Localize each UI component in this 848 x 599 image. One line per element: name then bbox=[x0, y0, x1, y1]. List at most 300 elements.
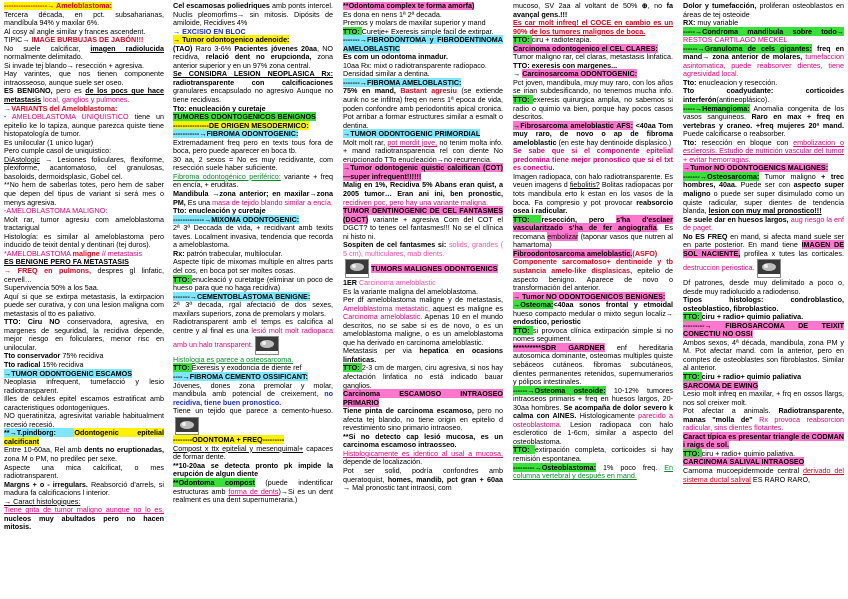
note-text: resección, pero bbox=[541, 214, 617, 224]
note-text: Componente sarcomatoso+ dentinoide y tb sustancia amelo-like displasicas, bbox=[513, 257, 673, 275]
note-paragraph bbox=[343, 164, 503, 181]
note-text: <40aa sonos frontal y etmoidal bbox=[553, 300, 673, 310]
note-text: nucleos muy abultados pero no hacen mitosis. bbox=[4, 513, 164, 532]
note-paragraph bbox=[343, 347, 503, 364]
note-text: IMAGEN DE SOL NACIENTE, bbox=[683, 240, 844, 258]
radiograph-thumbnail bbox=[255, 336, 279, 355]
note-text: (TAO) bbox=[173, 43, 196, 53]
note-text: ------------------→ Ameloblastoma: bbox=[4, 2, 112, 10]
note-text: RESTOS CARTILAGO MECKEL bbox=[683, 35, 788, 45]
note-text: enucleación y curetaje bbox=[188, 103, 266, 113]
note-paragraph bbox=[343, 390, 503, 407]
note-text: enucleacion y resección. bbox=[698, 77, 778, 87]
note-text: 75% en mand, bbox=[343, 86, 401, 96]
note-paragraph bbox=[683, 173, 844, 216]
note-text: Tiene grita de tumor maligno aunque no lo es, bbox=[4, 505, 164, 515]
note-paragraph bbox=[343, 450, 503, 467]
note-text: Tiene un tejido que parece a cemento-hueso. bbox=[173, 406, 333, 416]
note-paragraph bbox=[513, 446, 673, 463]
note-text: radiotransparente con calcificaciones bbox=[173, 77, 333, 87]
note-text: Histología: es similar al ameloblastoma pero inducido de teixit dental y dentinari (tej duros). bbox=[4, 231, 164, 250]
note-paragraph bbox=[4, 113, 164, 139]
note-paragraph bbox=[4, 378, 164, 395]
note-text: condroblastico, osteoblastico, fibroblastico. bbox=[683, 295, 844, 313]
radiograph-thumbnail bbox=[757, 259, 781, 278]
note-text: Carnoma mucoepidermoide central bbox=[683, 465, 803, 475]
note-text: Supervivencia 50% a los 5aa. bbox=[4, 283, 99, 293]
note-text: Molt molt rar, bbox=[343, 137, 388, 147]
note-paragraph bbox=[173, 276, 333, 293]
note-paragraph bbox=[173, 45, 333, 71]
note-text: Ambos sexos, 4ª década, mandibula, zona PM y M. Pot afectar mand. com la anterior, pero en comptes de osteoblastes son fibroblastos. Similar al anterior. bbox=[683, 337, 844, 373]
note-text: zona M o PM, no predilec per sexe. bbox=[4, 453, 118, 463]
note-text: →Tumor odontogenic quistic calcifican (COT)—super infrequent!!!!!! bbox=[343, 163, 503, 181]
note-text: )→Si es un dent realment es una dent supernumeraria.) bbox=[173, 486, 333, 505]
note-text: zona anterior superior y en un 97% zona central. bbox=[173, 52, 333, 70]
note-text: ----→FIBROMA CEMENTO OSSIFICANT: bbox=[173, 371, 308, 381]
note-text: Curetje+ Exeresis simple facil de extirpar. bbox=[361, 26, 494, 36]
note-text: Df patrones, desde muy delimitado a poco o, desde muy radiolucido a radiodenso. bbox=[683, 277, 844, 296]
note-text: relació dent no erupcionda, bbox=[205, 52, 312, 62]
note-paragraph bbox=[4, 481, 164, 498]
note-paragraph bbox=[173, 173, 333, 190]
note-text: Radiotransparent amb el temps es calcifica al centre y al final es una bbox=[173, 317, 333, 335]
note-paragraph bbox=[683, 296, 844, 313]
note-paragraph bbox=[4, 70, 164, 87]
note-text: (en este hay dentinoide displasico.) bbox=[556, 137, 672, 147]
note-text: Es com un odontoma inmadur. bbox=[343, 52, 449, 62]
note-text: TTO: exeresis con margenes... bbox=[513, 60, 618, 70]
note-text: . Es recomana bbox=[513, 223, 673, 241]
note-text: muy variable bbox=[697, 18, 739, 28]
note-paragraph bbox=[343, 407, 503, 433]
note-text: NO queratinitza, agresivitat variable habitualment recesió recesió. bbox=[4, 411, 164, 429]
note-paragraph bbox=[683, 87, 844, 104]
note-paragraph bbox=[683, 216, 844, 233]
note-text: 10-12% tumores intraoseos primaris + freq en huesos largos, 20-30aa hombres. bbox=[513, 385, 673, 412]
note-paragraph bbox=[513, 258, 673, 292]
note-text: Si invade tej blando→ resección + agresiva. bbox=[4, 60, 145, 70]
note-text: Compost x ttx epitelial y mesenquimal+ bbox=[173, 443, 304, 453]
note-text: fa avançal gens.!!! bbox=[513, 2, 673, 19]
note-text: TTO: bbox=[343, 363, 362, 373]
note-paragraph bbox=[683, 233, 844, 279]
note-paragraph bbox=[513, 387, 673, 447]
note-paragraph bbox=[343, 258, 503, 279]
note-text: TTO: bbox=[343, 26, 362, 36]
note-text: ciru + radioterapia. bbox=[531, 35, 592, 45]
note-text: Al cosy al angle similar y frances ascendent. bbox=[4, 26, 146, 36]
note-text: reabsorcio osea i radicular. bbox=[513, 197, 673, 216]
note-text: Extremadament freq pero en texts tous fora de boca, pero puede aparecer en boca tb. bbox=[173, 137, 333, 156]
note-text: enucleació y curetatge (eliminar un poco de hueso para que no haga recidiva) bbox=[173, 274, 333, 293]
note-paragraph bbox=[683, 2, 844, 19]
note-paragraph bbox=[173, 258, 333, 275]
note-text: Fibroodontosarcoma ameloblastic. bbox=[513, 248, 633, 258]
note-text: no tenim molta info. + mand radiotransparencia rel con diente No erupcionado TTo enucleación→no recurrencia. bbox=[343, 137, 503, 164]
note-text: AMELOBLASTOMA UNIQUISTICO bbox=[11, 112, 129, 122]
note-text: Histologicamente bbox=[576, 411, 639, 421]
note-text: TUMOR DENTINOGENIC DE CEL FANTASMES (DGCT) bbox=[343, 206, 503, 224]
note-text: Apenas 10 en el mundo descritos, no se sabe si es de novo, o es un ameloblastoma maligne, o es un ameloblastoma que ha derivado en carcinoma ameloblastic. bbox=[343, 312, 503, 347]
note-text: Jóvenes, dones zona premolar y molar, mandibula amb potencial de creixement, bbox=[173, 380, 333, 399]
note-text: →Fibrosarcoma ameloblastic AFS: bbox=[513, 120, 633, 130]
note-text: enf hereditaria autosomica dominante, osteomas multiples quiste sebáceos cutáneos. fibromas subcutáneos, dientes permanentes retenidos, supernumerarios y pólipos intestinales. bbox=[513, 342, 673, 387]
note-text: 2ª 3ª Deccada de vida, + recidivant amb texits taves. Localment invasiva, tendencia que recorda a ameloblastoma. bbox=[173, 223, 333, 250]
note-text: homes, mandib, pct gran + 60aa bbox=[387, 474, 503, 484]
note-text: freq en mand→ zona anterior de molares, bbox=[683, 43, 844, 62]
note-text: ciru + radio+ quimio paliativa. bbox=[701, 448, 796, 458]
note-text: ES BENIGNO, bbox=[4, 86, 53, 96]
notes-column-3 bbox=[343, 2, 503, 596]
note-paragraph bbox=[343, 87, 503, 130]
note-paragraph bbox=[513, 327, 673, 344]
note-text: granulares encapsulado no agresivo Aunque no tiene recidivas. bbox=[173, 86, 333, 105]
note-text: TTO: bbox=[173, 274, 192, 284]
note-text: TTO: bbox=[683, 448, 702, 458]
note-paragraph bbox=[4, 87, 164, 104]
note-paragraph bbox=[683, 390, 844, 407]
note-text: exeresis quirurgica amplia, no sabemos si radio o quimio va bien, porque hay pocos casos descritos. bbox=[513, 95, 673, 122]
note-text: Fibroma odontogénico periférico: bbox=[173, 171, 281, 181]
note-text: local, ganglios y pulmones. bbox=[41, 95, 130, 105]
note-text: Aspecte típic de mixomas multiple en altres parts del cos, en boca pot ser moltes cosas. bbox=[173, 257, 333, 275]
note-text: variante + freq en encía, + eruditas. bbox=[173, 171, 333, 190]
note-text: ⊕ bbox=[641, 2, 648, 10]
note-text: solids, grandes ( 5 cm), multiculares, mab dients. bbox=[343, 240, 503, 258]
note-paragraph bbox=[683, 45, 844, 79]
note-text: IMAGE BURBUJAS DE JABÓN!!! bbox=[31, 35, 144, 45]
note-text: →Tumor NO ODONTOGENICS MALIGNES: bbox=[683, 163, 829, 173]
note-text: ------→Osteoma osteoide: bbox=[513, 385, 606, 395]
note-text: -------→CEMENTOBLASTOMA BENIGNE: bbox=[173, 291, 311, 301]
note-text: **Odontoma complex bbox=[343, 2, 418, 10]
note-paragraph bbox=[173, 224, 333, 250]
note-text: Tto: bbox=[173, 103, 189, 113]
note-text: , no bbox=[647, 2, 667, 10]
radiograph-thumbnail bbox=[175, 417, 199, 436]
note-text: **10-20aa se detecta pronto pk impide la erupción de algun diente bbox=[173, 460, 333, 479]
note-paragraph bbox=[173, 190, 333, 207]
note-text: SARCOMA DE EWING bbox=[683, 380, 759, 390]
note-text: → Tumor NO ODONTOGENICOS BENIGNES: bbox=[513, 291, 666, 301]
note-text: te forma amorfa) bbox=[417, 2, 475, 10]
note-text: hueso compacto medular o mixto segun localiz→ bbox=[513, 308, 673, 318]
note-text: DiAstologic bbox=[4, 154, 40, 164]
note-text: →TUMOR ODONTOGENIC ESCAMOS bbox=[4, 368, 133, 378]
note-paragraph bbox=[683, 467, 844, 484]
note-paragraph bbox=[173, 156, 333, 173]
note-text: Tiene pinta de carcinoma escamoso, bbox=[343, 406, 474, 416]
note-text: (taponar vasos que nutren al hamartoma) bbox=[513, 231, 673, 250]
note-text: **No hem de saberlas totes, pero hem de saber que depen del tipus de variant si será mes o menys agresiva. bbox=[4, 180, 164, 207]
note-text: parecido a osteoblastoma. bbox=[513, 411, 673, 429]
note-text: Aquí si que se extirpa metastasis, la extirpacion puede ser curativa, y con una lesion maligna com metastasis ol tto es paliativo. bbox=[4, 291, 164, 318]
note-text: Tumor maligno rar, cel claras, metastasis linfatica. bbox=[513, 52, 673, 62]
note-text: Lesio molt infreq en maxilar, + frq en ossos llargs, nos sol creixer molt. bbox=[683, 389, 844, 407]
note-paragraph bbox=[683, 407, 844, 433]
note-text: -------→FIBROMA AMELOBLASTIC: bbox=[343, 77, 462, 87]
note-text: TTO: bbox=[513, 35, 532, 45]
note-text: despres gl linfatic, cervell… bbox=[4, 265, 164, 284]
note-paragraph bbox=[343, 207, 503, 241]
note-paragraph bbox=[4, 429, 164, 446]
note-paragraph bbox=[343, 364, 503, 390]
note-paragraph bbox=[4, 267, 164, 284]
note-text: → Tumor odontogenico adenoide: bbox=[173, 35, 290, 45]
note-text: pero no afecta tej blando, no tiene origin en epitelio d revestimiento sino primario intraoseo. bbox=[343, 406, 503, 433]
note-paragraph bbox=[4, 395, 164, 412]
note-text: TTO: bbox=[173, 363, 192, 373]
note-text: Tto: bbox=[683, 77, 699, 87]
note-text: TTO: bbox=[513, 95, 533, 105]
note-paragraph bbox=[683, 139, 844, 165]
note-text: forma de dents bbox=[228, 486, 279, 496]
note-text: profilea x tutes las corticales. bbox=[740, 248, 844, 258]
note-text: aspecto super maligno bbox=[683, 180, 844, 199]
note-text: 15% recidiva bbox=[40, 359, 84, 369]
note-text: s'ha d'esclaer vascularitzado s'ha de fer angiografía bbox=[513, 214, 673, 233]
note-paragraph bbox=[173, 2, 333, 28]
note-paragraph bbox=[683, 28, 844, 45]
note-text: Puede ser con bbox=[736, 180, 794, 190]
note-text: RX: bbox=[683, 18, 698, 28]
note-text: mucoso, SV 2aa al voltant de 50% bbox=[513, 2, 642, 10]
note-paragraph bbox=[4, 446, 164, 463]
note-text: Bastant agresiu bbox=[400, 86, 457, 96]
note-paragraph bbox=[513, 79, 673, 122]
note-text: 2ª 3ª decada, rgal afectació de dos sexes, maxilars superiors, zona de premolars y molars. bbox=[173, 300, 333, 318]
note-text: normalmente delimitado. bbox=[4, 52, 83, 62]
note-text: Metastasis per via bbox=[343, 346, 420, 356]
note-paragraph bbox=[173, 139, 333, 156]
note-text: Eran ani ini, ben pronostic, bbox=[397, 189, 503, 199]
note-text: Densidad similar a dentina. bbox=[343, 69, 430, 79]
note-text: Puede calcificarse o reabsorber. bbox=[683, 129, 786, 139]
note-text: ES RARO RARO, bbox=[750, 474, 811, 484]
note-text: -AMELOBLASTOMA MALIGNO: bbox=[4, 206, 108, 216]
note-text: fiebolitis? bbox=[569, 180, 600, 190]
note-paragraph bbox=[173, 462, 333, 479]
note-paragraph bbox=[4, 318, 164, 352]
note-text: 2-3 cm de margen, ciru agresiva, si nos hay afectación linfatica no está indicado bauar ganglios. bbox=[343, 363, 503, 390]
note-text: Es una bbox=[185, 197, 213, 207]
note-text: Se acompaña de dolor severo k calma con AINES. bbox=[513, 402, 673, 421]
note-text: --------ODONTOMA + FREQ--------- bbox=[173, 435, 285, 445]
note-text: tumefaccion asintomatica, puede reabsorver dientes, tiene agresividad local. bbox=[683, 52, 844, 79]
note-text: Tto coadyudante: bbox=[683, 86, 774, 96]
note-paragraph bbox=[4, 216, 164, 233]
note-text: → Caract histologiques: bbox=[4, 496, 81, 506]
note-text: Carcinosarcoma ODONTOGENIC: bbox=[522, 69, 638, 79]
note-text: →VARIANTS del Ameloblastoma: bbox=[4, 103, 118, 113]
note-paragraph bbox=[513, 53, 673, 70]
note-text: lesion con muy mal pronostico!!! bbox=[708, 206, 822, 216]
note-text: ES BENIGNE PERO FA METASTASIS bbox=[4, 257, 129, 267]
note-text: + trec hombres, 40aa. bbox=[683, 171, 844, 190]
note-text: Reabsorció d'arrels, si madura fa calcificacions l interior. bbox=[4, 479, 164, 498]
note-text: Hay varintes, que nos tienen componente intraosseoso, aunque suele ser oseo. bbox=[4, 69, 164, 87]
note-text: 10aa Rx: mixt o radiotransparente radiopaco. bbox=[343, 60, 487, 70]
note-text: Es car molt infreq! el COCE en cambio es un 90% de los tumores malignos de boca. bbox=[513, 18, 673, 36]
note-text: Pot afectar a animals. bbox=[683, 406, 779, 416]
note-text: En columna vertebral y después en mand. bbox=[513, 462, 673, 481]
note-text: -------→FIBRODONTOMA y FIBRODENTINOMA AMELOBLASTIC bbox=[343, 35, 503, 53]
note-text: Dolor y tumefacción, bbox=[683, 2, 757, 10]
note-paragraph bbox=[513, 2, 673, 19]
note-text: TTO: bbox=[513, 445, 535, 455]
note-text: Se CONSIDRA LESION NEOPLASICA Rx: bbox=[173, 69, 333, 79]
note-text: extirpación completa, corticoides si hay remisión espontanea. bbox=[513, 445, 673, 463]
note-text: masa de tejido blando similar a encía. bbox=[212, 197, 333, 207]
note-text: Histologia es parece a osteosarcoma. bbox=[173, 354, 294, 364]
note-text: Es dona en nens 1ª 2ª decada. bbox=[343, 9, 442, 19]
note-text: Carcinoma ESCAMOSO INTRAOSEO PRIMARIO bbox=[343, 389, 503, 407]
note-text: Per df ameloblastoma maligne y de metastasis, bbox=[343, 295, 503, 305]
note-text: aug riesgo la enf de paget. bbox=[683, 214, 844, 233]
note-text: Mandibula →zona anterior; en maxilar→zona PM, bbox=[173, 189, 333, 207]
note-paragraph bbox=[4, 181, 164, 207]
note-text: recidiven poc, pero hay una variante maligna. bbox=[343, 197, 489, 207]
note-text: destruccion periostica. bbox=[683, 263, 755, 273]
note-text: Odontogenic epitelial calcificant bbox=[4, 428, 164, 446]
note-text: TTO: Ciru NO bbox=[4, 317, 60, 327]
notes-column-2 bbox=[173, 2, 333, 596]
note-text: 1ER bbox=[343, 277, 359, 287]
notes-column-4 bbox=[513, 2, 673, 596]
note-paragraph bbox=[683, 105, 844, 139]
note-paragraph bbox=[513, 122, 673, 148]
notes-column-5 bbox=[683, 2, 844, 596]
radiograph-thumbnail bbox=[345, 259, 369, 278]
note-text: → FREQ en pulmons, bbox=[4, 265, 91, 275]
note-text: -----→Hemangioma: bbox=[683, 103, 750, 113]
note-text: ------→Granuloma de cels gigantes: bbox=[683, 43, 812, 53]
note-paragraph bbox=[4, 45, 164, 62]
note-paragraph bbox=[683, 322, 844, 339]
note-paragraph bbox=[683, 339, 844, 373]
note-text: -----→Condroma mandibula sobre todo→ bbox=[683, 26, 844, 36]
note-text: lesió molt molt radiopaca amb un halo transparent. bbox=[173, 325, 333, 350]
note-paragraph bbox=[173, 445, 333, 462]
note-text: Neoplasia infrequent, tumefacció y lesio radiotransparent. bbox=[4, 377, 164, 395]
note-text: ---------→ FIBROSARCOMA DE TEIXIT CONECTIU NO OSSI bbox=[683, 320, 844, 339]
note-text: Carcinoma odontogenico el CEL CLARES: bbox=[513, 43, 658, 53]
note-text: **Odontoma compost bbox=[173, 477, 255, 487]
note-text: Margns + o - irregulars. bbox=[4, 479, 91, 489]
note-text: de los pocs que hace metastasis bbox=[4, 86, 164, 105]
note-text: Tto: bbox=[683, 137, 702, 147]
note-text: TUMORES ODONTOGENICOS BENIGNOS bbox=[173, 112, 316, 122]
note-paragraph bbox=[173, 382, 333, 408]
note-text: 1% poco freq. bbox=[596, 462, 665, 472]
note-text: **********SDR GARDNER bbox=[513, 342, 605, 352]
note-text: Es unilocular (1 unico lugar) bbox=[4, 137, 94, 147]
note-text: ciru + radio+ quimio paliativa. bbox=[701, 312, 804, 322]
note-text: imagen radiolucida bbox=[90, 43, 164, 53]
note-text: *AMELOBLASTOMA bbox=[4, 248, 73, 258]
note-text: Tumor maligno bbox=[759, 171, 822, 181]
note-text: depende de localización. bbox=[343, 457, 423, 467]
note-text: amb ponts intercel. Nuclis pleomorfims→ sin mitosis. Dipósits de amiloide, Recidives 4% bbox=[173, 2, 333, 28]
note-paragraph bbox=[4, 506, 164, 532]
note-text: -------------→MIXOMA ODONTOGENIC: bbox=[173, 214, 300, 224]
note-text: -----------→FIBROMA ODONTOGENIC: bbox=[173, 129, 299, 139]
note-text: Se suele dar en huesos largos, bbox=[683, 214, 789, 224]
note-text: Pacientes jóvenes 20aa bbox=[234, 43, 318, 53]
note-text: Rx provoca reabsorcion radicular, sins dientes flotantes. bbox=[683, 414, 844, 433]
note-paragraph bbox=[343, 181, 503, 207]
note-text: Entre 10-60aa, Rel amb bbox=[4, 445, 85, 455]
note-text: TTO: bbox=[683, 312, 702, 322]
note-text: epitelio de aspecto benigno. Aparece de novo o transformación del anterior. bbox=[513, 265, 673, 293]
note-text: maligne bbox=[72, 248, 100, 258]
note-text: Imagen radiopaca, con halo radiotransparente. Es veuen imagens d bbox=[513, 171, 673, 190]
note-text: →TUMOR ODONTOGENIC PRIMORDIAL bbox=[343, 129, 481, 139]
note-text: Aspecte una mica calcificat, o mes radiotransparent. bbox=[4, 462, 164, 481]
note-text: -------→Osteosarcoma: bbox=[683, 171, 760, 181]
note-text: (ASFO) bbox=[632, 248, 658, 258]
note-paragraph bbox=[683, 433, 844, 450]
note-paragraph bbox=[343, 36, 503, 53]
note-text: 75% recidiva bbox=[60, 351, 104, 361]
note-text: embolizar bbox=[547, 231, 579, 241]
note-text: TIPIC→ bbox=[4, 35, 32, 45]
note-text: proliferan osteoblastos en áreas de tej osteoide bbox=[683, 2, 844, 19]
note-text: Cel escamosas poliedriques bbox=[173, 2, 270, 10]
note-paragraph bbox=[173, 318, 333, 356]
note-text: TTO: bbox=[513, 214, 542, 224]
note-text: Raro 3-6% bbox=[195, 43, 235, 53]
note-paragraph bbox=[513, 344, 673, 387]
note-text: Bolitas radiopacas por tots mandibula erto k estan en los vasos de la boca. Fa compresio y pot provocar bbox=[513, 180, 673, 207]
note-text: Pct joven, mandibula, muy muy raro, con los años se irian subdesificando, no tenemos mucha info. bbox=[513, 77, 673, 96]
note-text: Tto: enucleación y curetaje bbox=[173, 206, 266, 216]
note-text: Lesion radiopaca con halo esclerotico de 1-6cm, similar a aspecto del osteoblastoma. bbox=[513, 419, 673, 446]
note-text: o puede ser super disimulado como un quiste radicular, super dientes de tendencia blanda, bbox=[683, 189, 844, 216]
note-text: **Si no detecto cap lesió mucosa, es un carcinoma escamoso intraosseo. bbox=[343, 431, 503, 450]
note-text: Se sabe que si el componente epitelial predomina tiene mejor pronostico que si el txt es conectiu. bbox=[513, 146, 673, 173]
note-text: Caract típica es presentar triangle de CODMAN i raigs de sol. bbox=[683, 431, 844, 450]
note-paragraph bbox=[513, 19, 673, 36]
note-paragraph bbox=[513, 301, 673, 327]
note-text: Anomalia congenita de los vasos sanguineos. bbox=[683, 103, 844, 122]
note-text: **→T.pindborg: bbox=[4, 428, 75, 438]
note-text: (se extiende aunk no se infiltra) freq en nens 1ª epoca de vida, poden confondre amb periodontitis apical cronica. Pot arribar a formar estructures similar a esmalt o dentina. bbox=[343, 86, 503, 130]
note-text: CARCINOMA SALIVAL INTRAOSEO bbox=[683, 457, 805, 467]
note-text: pero es bbox=[52, 86, 86, 96]
note-paragraph bbox=[343, 241, 503, 258]
note-paragraph bbox=[4, 412, 164, 429]
note-text: No suele calcificar, bbox=[4, 43, 91, 53]
note-text: endostico, periostic bbox=[513, 317, 581, 327]
note-text: tiene un epitelio ke lo tapiza, aunque parezca quiste tiene histopatología de tumor. bbox=[4, 112, 164, 139]
note-paragraph bbox=[513, 173, 673, 216]
note-text: conservadora, agresiva, en margenes de seguridad, la recidiva depende, mejor riesgo en foliculares, menor risc en unilocular. bbox=[4, 317, 164, 352]
note-paragraph bbox=[343, 433, 503, 450]
note-text: (puede indentificar estructuras amb bbox=[173, 477, 333, 496]
note-text: Tto radical bbox=[4, 359, 41, 369]
note-text: <40aa Tom muy raro, de novo o ap de fibroma ameloblastic bbox=[513, 120, 673, 147]
note-text: ciru + radio+ quimio paliativa bbox=[701, 371, 802, 381]
note-text: Sospiten de cel fantasmes si: bbox=[343, 240, 449, 250]
note-text: TTO: bbox=[683, 371, 702, 381]
note-paragraph bbox=[343, 467, 503, 493]
note-text: patrón trabecular, multilocular. bbox=[186, 248, 283, 258]
note-text: Raro en max + freq en vertebras y craneo. +freq mujeres 20ª mand. bbox=[683, 112, 844, 130]
note-text: → Lesiones foliculares, flexiforme, plexiforme, acantomatoso, cel granulosas, basoloids, dermoidsplasic, Gobel cel. bbox=[4, 154, 164, 181]
note-text: capaces de formar dente. bbox=[173, 443, 333, 462]
